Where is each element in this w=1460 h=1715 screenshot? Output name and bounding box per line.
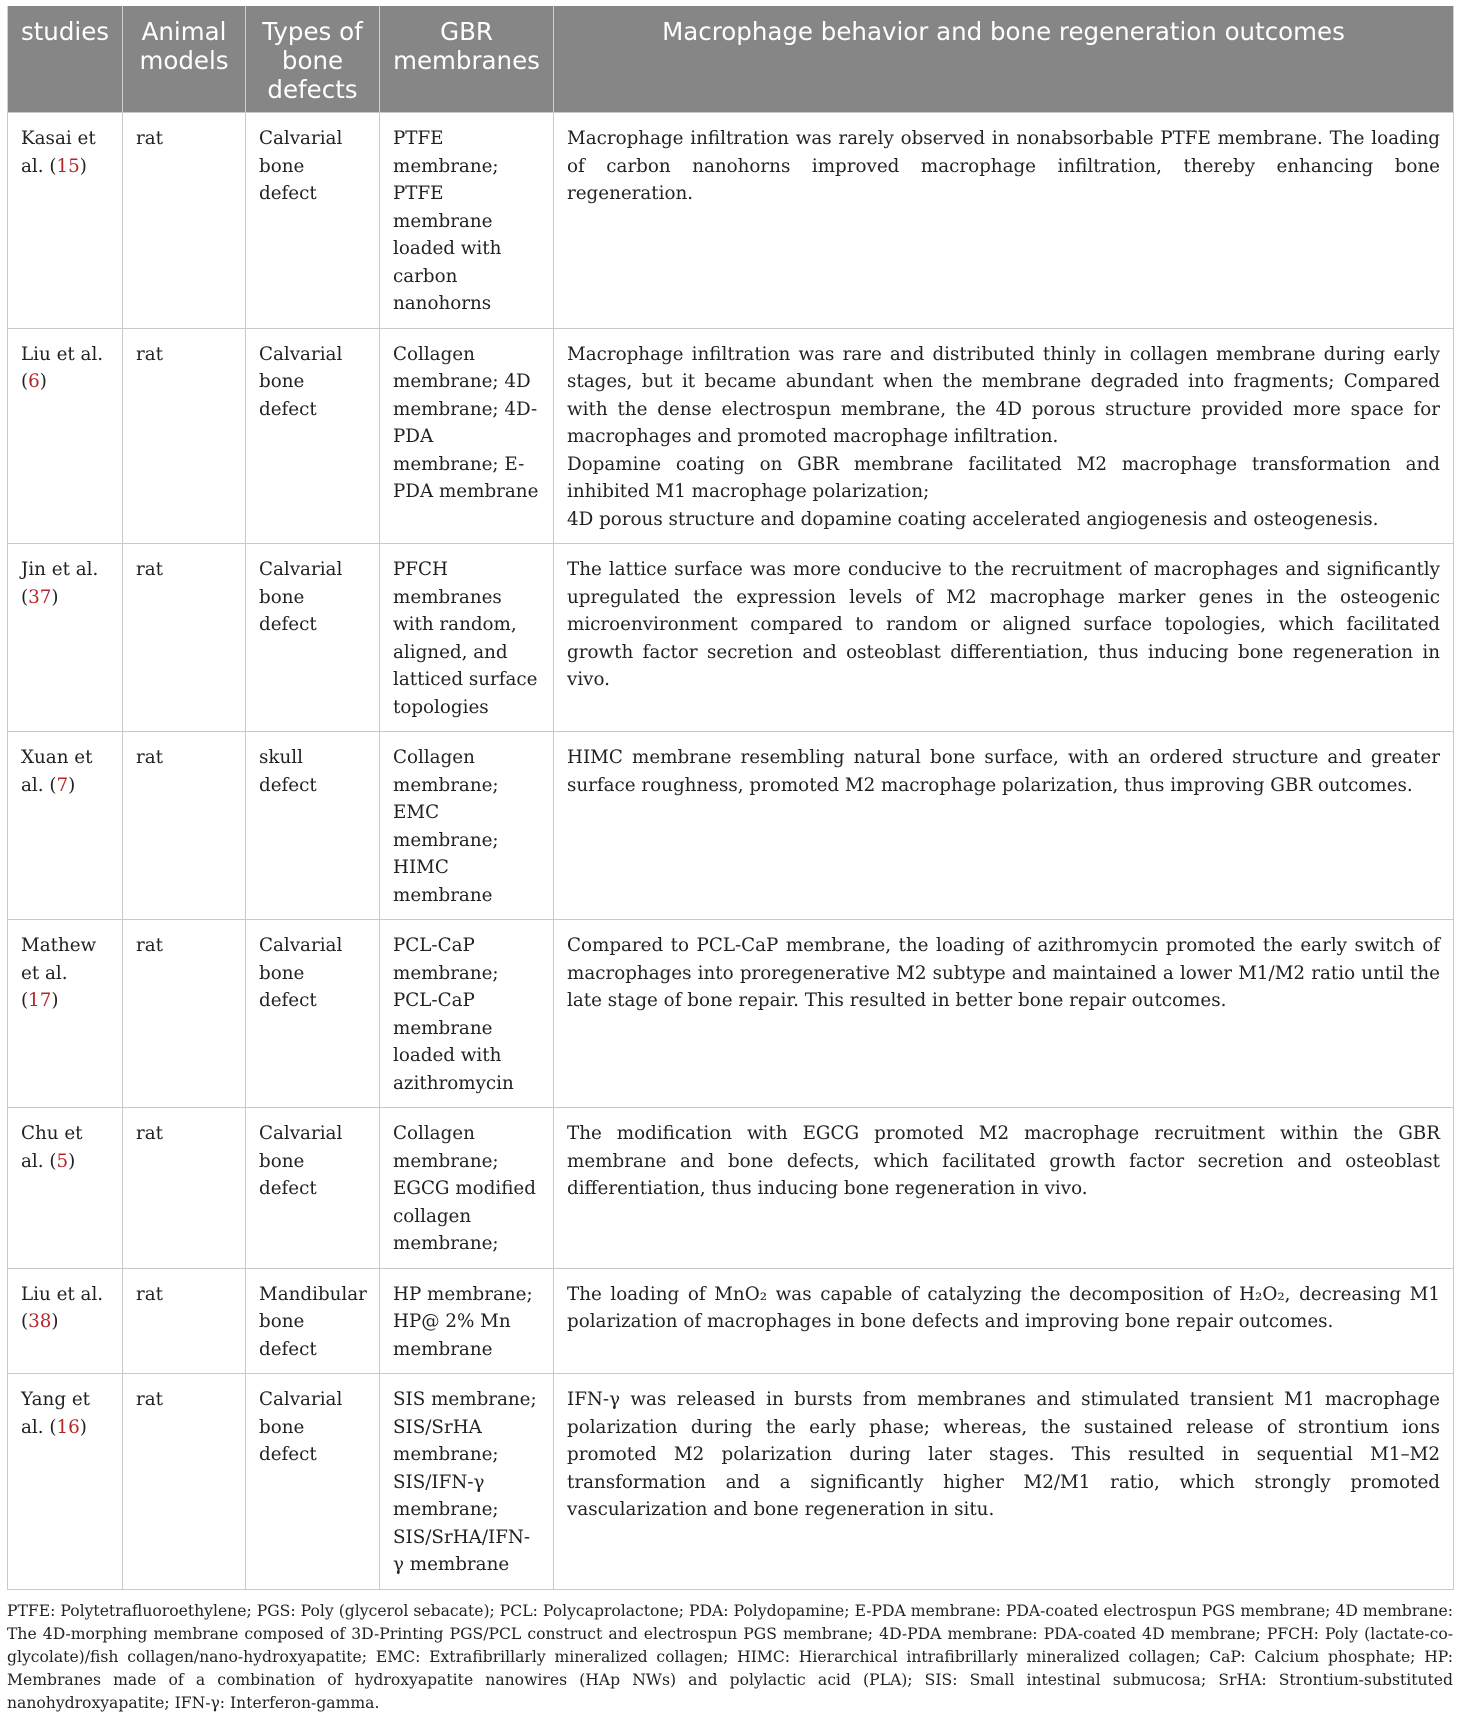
study-cell: Mathew et al. (17) — [8, 920, 123, 1108]
reference-link[interactable]: 15 — [56, 155, 80, 177]
study-cell: Jin et al. (37) — [8, 544, 123, 732]
outcomes-cell — [554, 920, 1454, 1108]
defect-type-cell: Calvarial bone defect — [246, 328, 380, 544]
table-row — [8, 113, 1454, 329]
outcome-paragraph: Compared to PCL-CaP membrane, the loading of azithromycin promoted the early switch of macrophages into proregenerative M2 subtype and maintained a lower M1/M2 ratio until the late stage of bone repair. This resulted in better bone repair outcomes. — [567, 935, 1440, 1011]
study-cell: Liu et al. (38) — [8, 1268, 123, 1374]
outcomes-cell — [554, 1374, 1454, 1590]
reference-link[interactable]: 37 — [28, 586, 52, 608]
study-cell: Xuan et al. (7) — [8, 732, 123, 920]
gbr-membranes-cell: HP membrane; HP@ 2% Mn membrane — [380, 1268, 554, 1374]
animal-model-cell: rat — [123, 1268, 246, 1374]
study-author: Yang et al. — [21, 1389, 91, 1438]
outcome-paragraph: The modification with EGCG promoted M2 macrophage recruitment within the GBR membrane and bone defects, which facilitated growth factor secretion and osteoblast differentiation, thus inducing bone regeneration in vivo. — [567, 1123, 1440, 1199]
header-animal-models: Animal models — [123, 6, 246, 113]
defect-type-cell: Calvarial bone defect — [246, 544, 380, 732]
animal-model-cell: rat — [123, 544, 246, 732]
gbr-membranes-cell: PTFE membrane; PTFE membrane loaded with carbon nanohorns — [380, 113, 554, 329]
study-author: Chu et al. — [21, 1123, 83, 1172]
study-author: Jin et al. — [21, 559, 99, 580]
outcomes-cell — [554, 113, 1454, 329]
outcomes-cell — [554, 544, 1454, 732]
study-cell: Yang et al. (16) — [8, 1374, 123, 1590]
gbr-membranes-cell: SIS membrane; SIS/SrHA membrane; SIS/IFN-γ membrane; SIS/SrHA/IFN-γ membrane — [380, 1374, 554, 1590]
studies-table — [7, 6, 1454, 1590]
table-row — [8, 544, 1454, 732]
animal-model-cell: rat — [123, 732, 246, 920]
defect-type-cell: skull defect — [246, 732, 380, 920]
table-header — [8, 6, 1454, 113]
defect-type-cell: Calvarial bone defect — [246, 1108, 380, 1269]
study-cell: Liu et al. (6) — [8, 328, 123, 544]
defect-type-cell: Calvarial bone defect — [246, 113, 380, 329]
table-row — [8, 328, 1454, 544]
outcomes-cell — [554, 1108, 1454, 1269]
study-author: Liu et al. — [21, 1283, 104, 1305]
outcome-paragraph: HIMC membrane resembling natural bone surface, with an ordered structure and greater surface roughness, promoted M2 macrophage polarization, thus improving GBR outcomes. — [567, 747, 1440, 796]
reference-link[interactable]: 38 — [28, 1311, 52, 1332]
header-row — [8, 6, 1454, 113]
study-author: Xuan et al. — [21, 747, 93, 796]
outcome-paragraph: Macrophage infiltration was rare and distributed thinly in collagen membrane during early stages, but it became abundant when the membrane degraded into fragments; Compared with the dense electrospun membrane, the 4D porous structure provided more space for macrophages and promoted macrophage infiltration. — [567, 343, 1440, 447]
table-row — [8, 1374, 1454, 1590]
gbr-membranes-cell: Collagen membrane; EMC membrane; HIMC membrane — [380, 732, 554, 920]
header-outcomes: Macrophage behavior and bone regeneration outcomes — [554, 6, 1454, 113]
outcomes-cell — [554, 732, 1454, 920]
reference-link[interactable]: 7 — [56, 774, 69, 796]
outcome-paragraph: Macrophage infiltration was rarely observed in nonabsorbable PTFE membrane. The loading of carbon nanohorns improved macrophage infiltration, thereby enhancing bone regeneration. — [567, 128, 1440, 204]
gbr-membranes-cell: PFCH membranes with random, aligned, and latticed surface topologies — [380, 544, 554, 732]
animal-model-cell: rat — [123, 1374, 246, 1590]
study-cell: Kasai et al. (15) — [8, 113, 123, 329]
gbr-membranes-cell: Collagen membrane; EGCG modified collagen membrane; — [380, 1108, 554, 1269]
study-author: Mathew et al. — [21, 935, 97, 984]
table-footnote: PTFE: Polytetrafluoroethylene; PGS: Poly (glycerol sebacate); PCL: Polycaprolactone; PDA: Polydopamine; E-PDA membrane: PDA-coated electrospun PGS membrane; 4D membrane: The 4D-morphing membrane composed of 3D-Printing PGS/PCL construct and electrospun PGS membrane; 4D-PDA membrane: PDA-coated 4D membrane; PFCH: Poly (lactate-co-glycolate)/fish collagen/nano-hydroxyapatite; EMC: Extrafibrillarly mineralized collagen; HIMC: Hierarchical intrafibrillarly mineralized collagen; CaP: Calcium phosphate; HP: Membranes made of a combination of hydroxyapatite nanowires (HAp NWs) and polylactic acid (PLA); SIS: Small intestinal submucosa; SrHA: Strontium-substituted nanohydroxyapatite; IFN-γ: Interferon-gamma. — [7, 1601, 1453, 1712]
study-author: Liu et al. — [21, 343, 104, 365]
table-body — [8, 113, 1454, 1590]
outcome-paragraph: The loading of MnO₂ was capable of catalyzing the decomposition of H₂O₂, decreasing M1 polarization of macrophages in bone defects and improving bone repair outcomes. — [567, 1283, 1440, 1332]
outcomes-cell — [554, 1268, 1454, 1374]
outcomes-cell — [554, 328, 1454, 544]
header-gbr-membranes: GBR membranes — [380, 6, 554, 113]
study-author: Kasai et al. — [21, 128, 96, 177]
animal-model-cell: rat — [123, 328, 246, 544]
animal-model-cell: rat — [123, 113, 246, 329]
table-row — [8, 732, 1454, 920]
header-defect-types: Types of bone defects — [246, 6, 380, 113]
outcome-paragraph: 4D porous structure and dopamine coating accelerated angiogenesis and osteogenesis. — [567, 508, 1379, 530]
defect-type-cell: Calvarial bone defect — [246, 1374, 380, 1590]
gbr-membranes-cell: Collagen membrane; 4D membrane; 4D-PDA membrane; E-PDA membrane — [380, 328, 554, 544]
table-row — [8, 1108, 1454, 1269]
table-row — [8, 920, 1454, 1108]
outcome-paragraph: IFN-γ was released in bursts from membranes and stimulated transient M1 macrophage polarization during the early phase; whereas, the sustained release of strontium ions promoted M2 polarization during later stages. This resulted in sequential M1–M2 transformation and a significantly higher M2/M1 ratio, which strongly promoted vascularization and bone regeneration in situ. — [567, 1389, 1440, 1520]
header-studies: studies — [8, 6, 123, 113]
outcome-paragraph: Dopamine coating on GBR membrane facilitated M2 macrophage transformation and inhibited M1 macrophage polarization; — [567, 453, 1440, 502]
reference-link[interactable]: 5 — [56, 1150, 69, 1172]
animal-model-cell: rat — [123, 920, 246, 1108]
defect-type-cell: Calvarial bone defect — [246, 920, 380, 1108]
reference-link[interactable]: 6 — [28, 371, 40, 392]
defect-type-cell: Mandibular bone defect — [246, 1268, 380, 1374]
animal-model-cell: rat — [123, 1108, 246, 1269]
document-page — [7, 6, 1453, 1715]
reference-link[interactable]: 16 — [56, 1416, 80, 1438]
study-cell: Chu et al. (5) — [8, 1108, 123, 1269]
reference-link[interactable]: 17 — [28, 990, 52, 1011]
table-row — [8, 1268, 1454, 1374]
outcome-paragraph: The lattice surface was more conducive to the recruitment of macrophages and significantly upregulated the expression levels of M2 macrophage marker genes in the osteogenic microenvironment compared to random or aligned surface topologies, which facilitated growth factor secretion and osteoblast differentiation, thus inducing bone regeneration in vivo. — [567, 559, 1440, 690]
gbr-membranes-cell: PCL-CaP membrane; PCL-CaP membrane loaded with azithromycin — [380, 920, 554, 1108]
